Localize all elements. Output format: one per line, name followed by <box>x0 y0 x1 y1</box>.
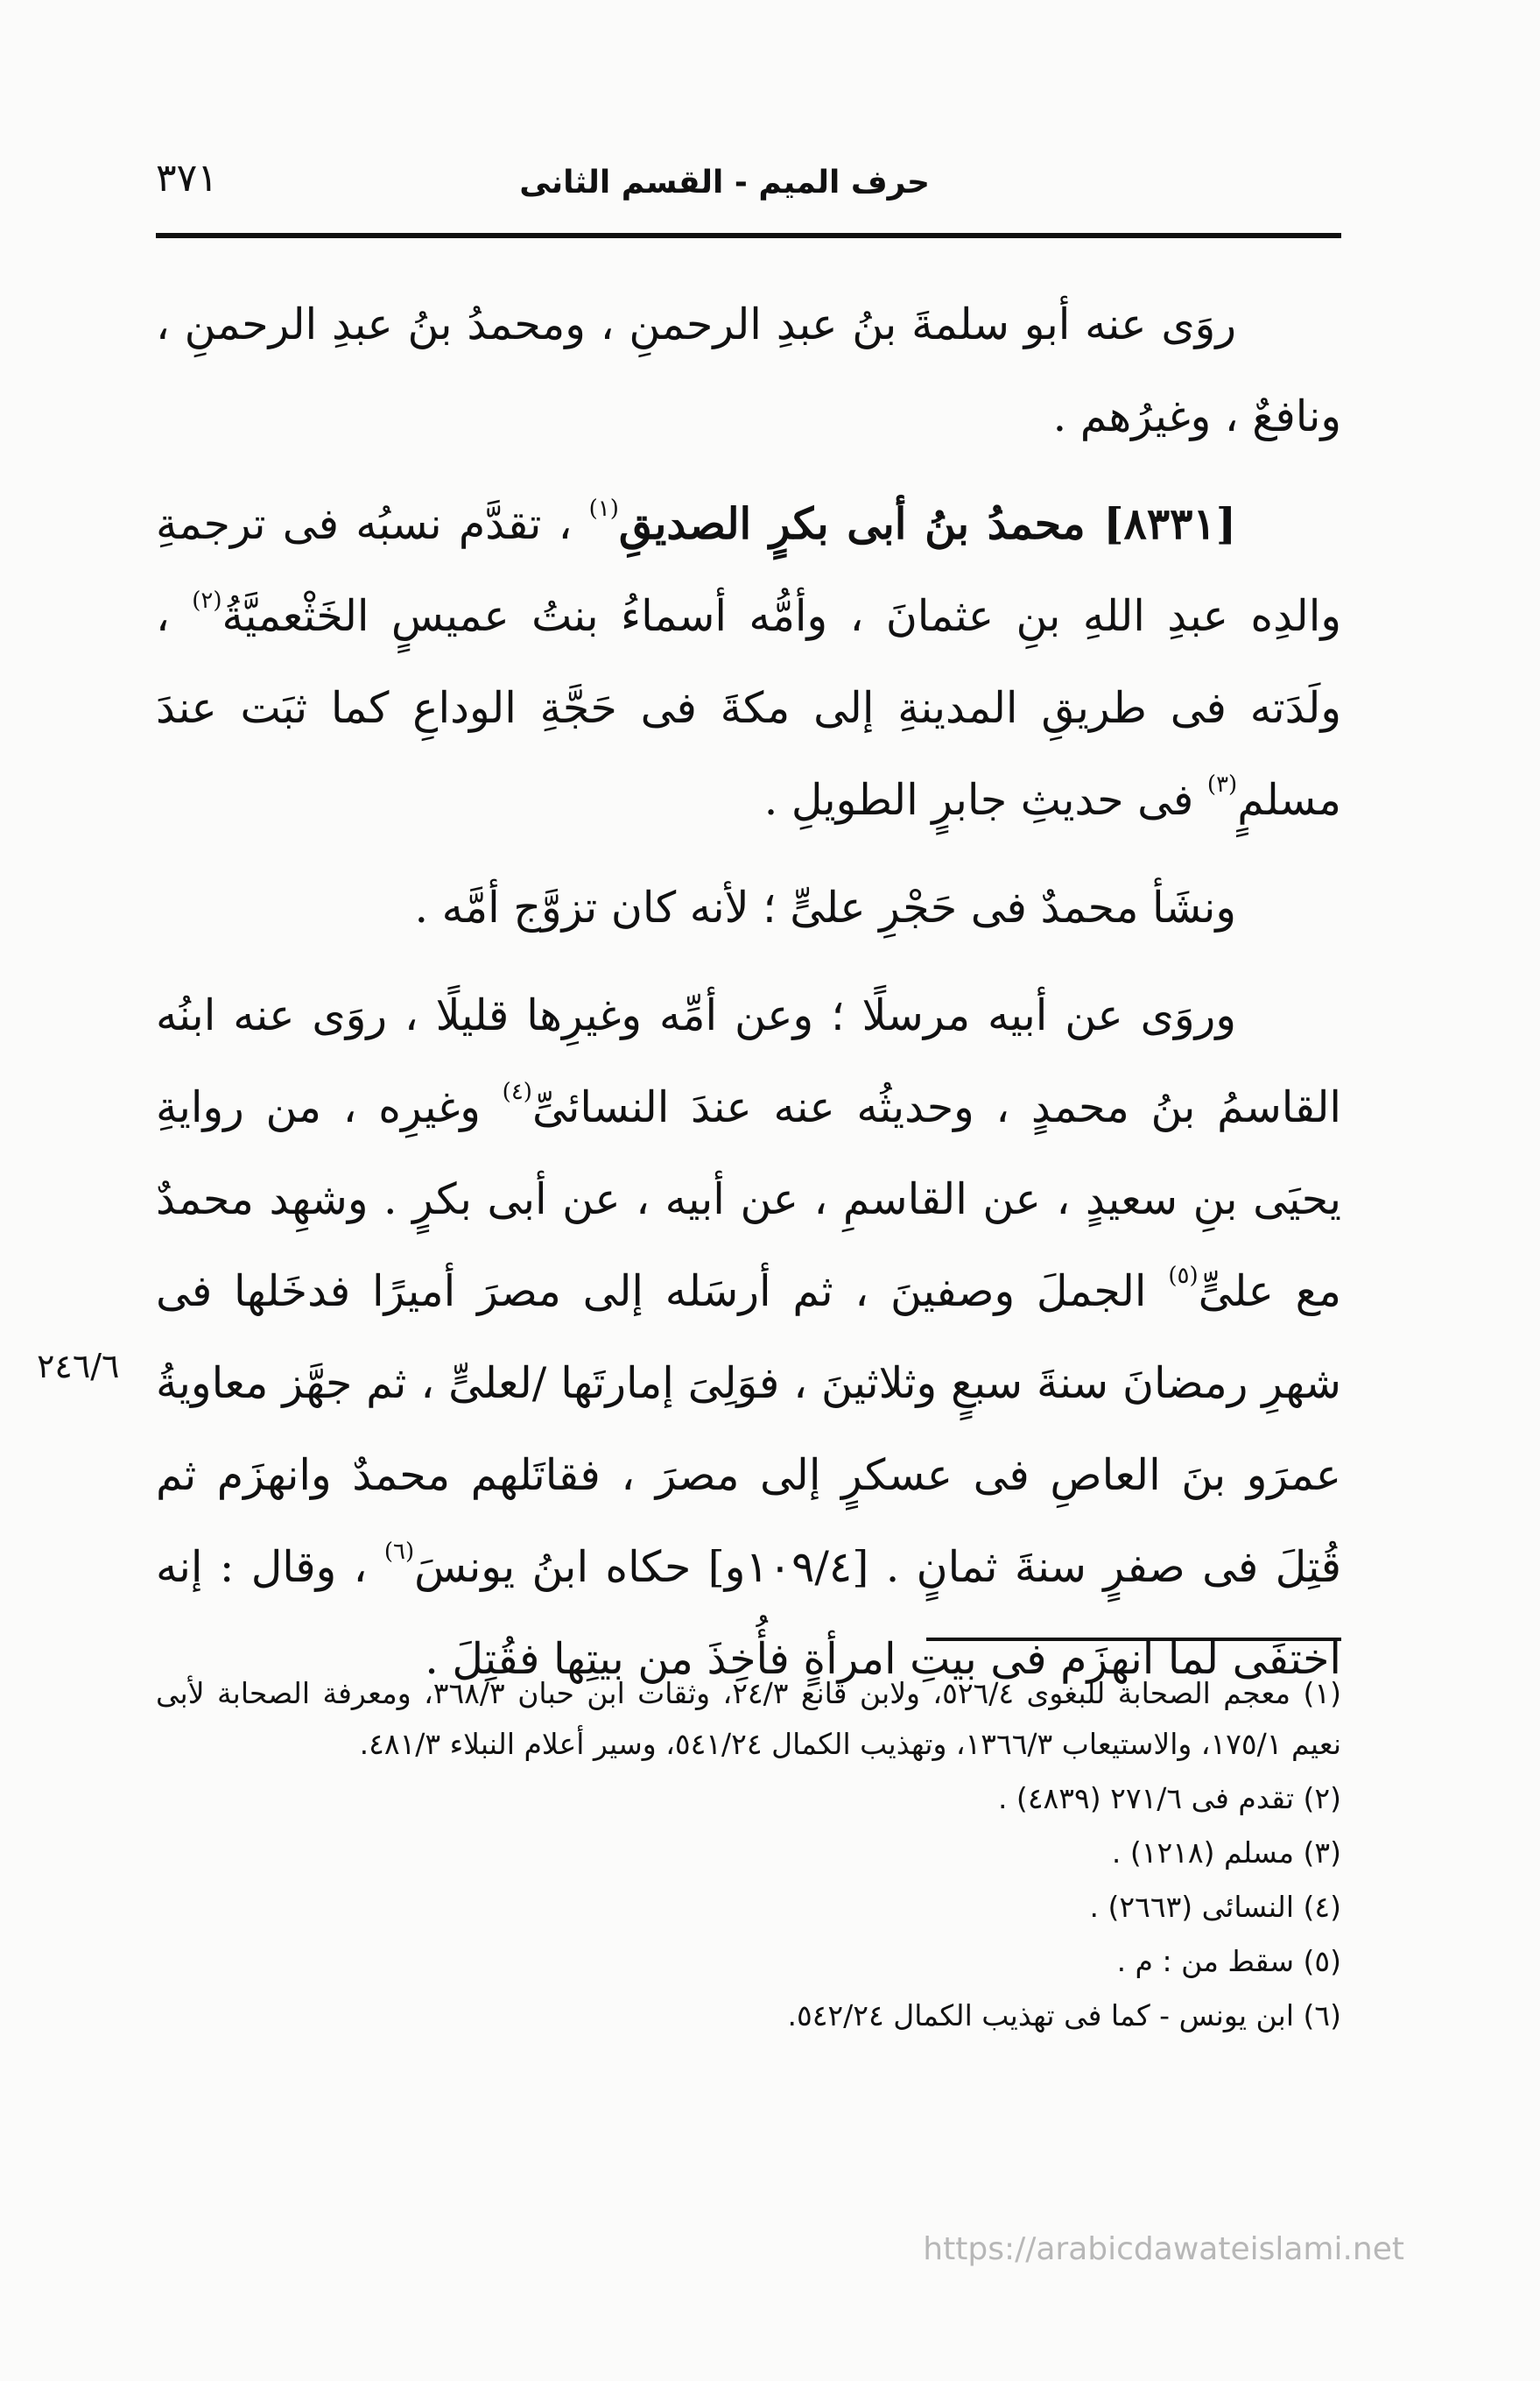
footnote-divider <box>926 1638 1341 1641</box>
main-text <box>156 278 1341 1721</box>
entry-heading: [٨٣٣١] محمدُ بنُ أبى بكرٍ الصديقِ <box>618 498 1236 549</box>
paragraph-3: ونشَأ محمدٌ فى حَجْرِ علىٍّ ؛ لأنه كان تزوَّج أمَّه . <box>414 883 1236 933</box>
footnote-ref-2[interactable]: (٢) <box>192 588 222 614</box>
page-number: ٣٧١ <box>156 156 218 201</box>
footnote-ref-4[interactable]: (٤) <box>502 1079 532 1105</box>
header-divider <box>156 233 1341 238</box>
footnote-ref-1[interactable]: (١) <box>588 496 619 522</box>
paragraph-1: روَى عنه أبو سلمةَ بنُ عبدِ الرحمنِ ، ومحمدُ بنُ عبدِ الرحمنِ ، ونافعٌ ، وغيرُهم . <box>156 299 1341 441</box>
footnote-6: (٦) ابن يونس - كما فى تهذيب الكمال ٥٤٢/٢٤. <box>787 1998 1341 2032</box>
entry-text-c: فى حديثِ جابرٍ الطويلِ . <box>763 775 1194 825</box>
page-header <box>156 149 1341 219</box>
footnote-ref-5[interactable]: (٥) <box>1168 1263 1199 1289</box>
footnote-ref-3[interactable]: (٣) <box>1206 771 1238 798</box>
watermark-url: https://arabicdawateislami.net <box>923 2231 1404 2267</box>
footnote-3: (٣) مسلم (١٢١٨) . <box>1111 1835 1341 1870</box>
paragraph-4-text-a: وروَى عن أبيه مرسلًا ؛ وعن أمِّه وغيرِها قليلًا ، روَى عنه ابنُه القاسمُ بنُ محمدٍ ، وحديثُه عنه عندَ النسائىِّ <box>156 990 1342 1132</box>
footnote-1: (١) معجم الصحابة للبغوى ٥٢٦/٤، ولابن قانع ٢٤/٣، وثقات ابن حبان ٣٦٨/٣، ومعرفة الصحابة لأبى نعيم ١٧٥/١، والاستيعاب ١٣٦٦/٣، وتهذيب الكمال ٥٤١/٢٤، وسير أعلام النبلاء ٤٨١/٣. <box>156 1676 1341 1761</box>
footnotes <box>156 1668 1341 2045</box>
footnote-ref-6[interactable]: (٦) <box>383 1539 415 1565</box>
margin-reference: ٢٤٦/٦ <box>37 1347 120 1385</box>
footnote-2: (٢) تقدم فى ٢٧١/٦ (٤٨٣٩) . <box>997 1781 1341 1815</box>
footnote-5: (٥) سقط من : م . <box>1116 1944 1341 1978</box>
entry-text-b: ، ولَدَته فى طريقِ المدينةِ إلى مكةَ فى حَجَّةِ الوداعِ كما ثبَت عندَ مسلمٍ <box>156 591 1341 825</box>
paragraph-4-text-b: وغيرِه ، من روايةِ يحيَى بنِ سعيدٍ ، عن القاسمِ ، عن أبيه ، عن أبى بكرٍ . وشهِد محمدٌ مع علىٍّ <box>156 1082 1341 1316</box>
paragraph-4 <box>156 969 1341 1705</box>
paragraph-entry-8331 <box>156 478 1341 846</box>
paragraph-4-text-d: ، وقال : إنه اختفَى لما انهزَم فى بيتِ امرأةٍ فأُخِذَ من بيتِها فقُتِلَ . <box>156 1542 1341 1684</box>
running-title: حرف الميم - القسم الثانى <box>519 165 930 201</box>
entry-text-a: ، تقدَّم نسبُه فى ترجمةِ والدِه عبدِ اللهِ بنِ عثمانَ ، وأمُّه أسماءُ بنتُ عميسٍ الخَثْعميَّةُ <box>156 499 1341 641</box>
paragraph-4-text-c: الجملَ وصفينَ ، ثم أرسَله إلى مصرَ أميرًا فدخَلها فى شهرِ رمضانَ سنةَ سبعٍ وثلاثينَ ، فوَلِىَ إمارتَها /لعلىٍّ ، ثم جهَّز معاويةُ عمرَو بنَ العاصِ فى عسكرٍ إلى مصرَ ، فقاتَلهم محمدٌ وانهزَم ثم قُتِلَ فى صفرٍ سنةَ ثمانٍ . [١٠٩/٤و] حكاه ابنُ يونسَ <box>156 1266 1341 1592</box>
footnote-4: (٤) النسائى (٢٦٦٣) . <box>1089 1890 1341 1924</box>
